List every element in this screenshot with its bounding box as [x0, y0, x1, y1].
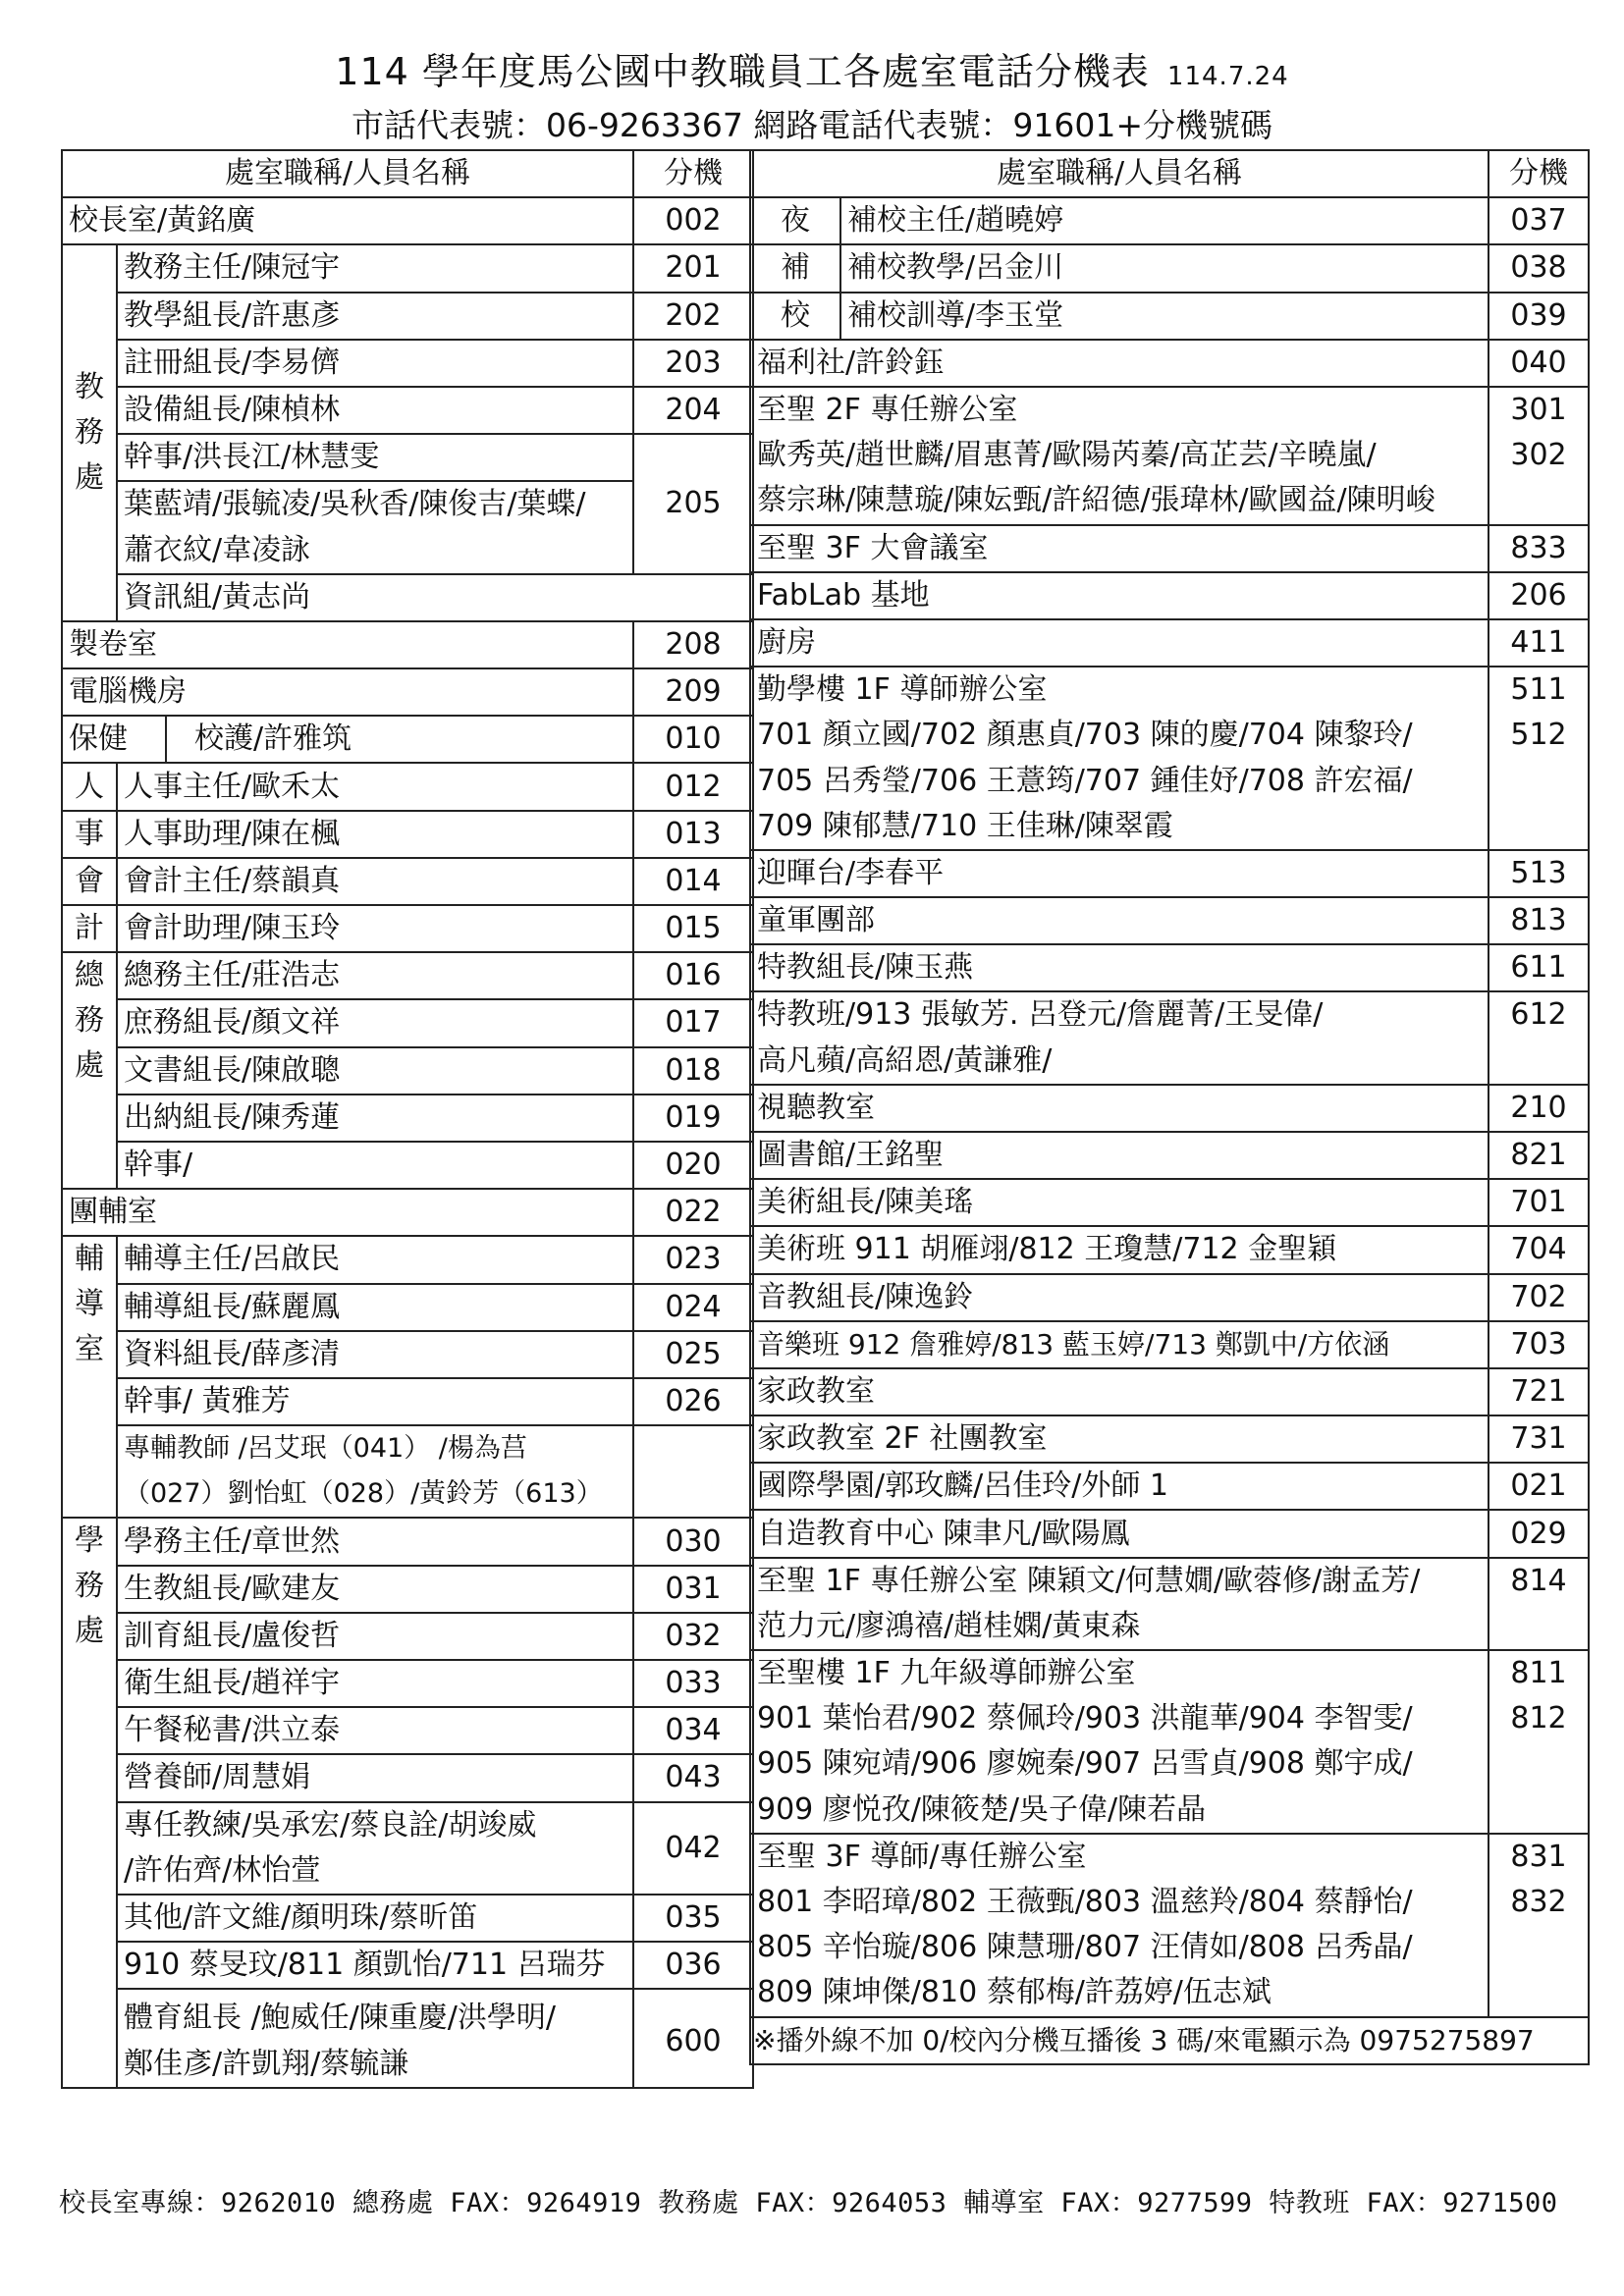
meeting-room-name: 至聖 3F 大會議室	[750, 525, 1489, 572]
column-header-name: 處室職稱/人員名稱	[750, 150, 1489, 197]
computer-room-name: 電腦機房	[62, 668, 633, 716]
staff-ext: 301	[1489, 387, 1589, 433]
table-row	[750, 340, 1589, 387]
table-row	[750, 293, 1589, 340]
table-row	[750, 897, 1589, 944]
table-row	[62, 668, 753, 716]
staff-ext: 025	[633, 1331, 753, 1378]
staff-name: 會計助理/陳玉玲	[117, 905, 633, 952]
table-row	[750, 572, 1589, 619]
table-row	[62, 1754, 753, 1801]
table-row	[750, 619, 1589, 667]
staff-ext: 018	[633, 1047, 753, 1095]
art-class-ext: 704	[1489, 1226, 1589, 1273]
staff-list-line: 范力元/廖鴻禧/趙桂嫻/黃東森	[750, 1604, 1489, 1650]
staff-ext: 600	[633, 1989, 753, 2087]
table-row	[62, 340, 753, 387]
self-edu-ext: 029	[1489, 1510, 1589, 1557]
print-room-ext: 208	[633, 621, 753, 668]
table-row	[750, 850, 1589, 897]
staff-ext	[633, 1425, 753, 1518]
table-row	[750, 1463, 1589, 1510]
staff-ext: 036	[633, 1942, 753, 1989]
staff-list-line: （027）劉怡虹（028）/黃鈴芳（613）	[117, 1471, 633, 1518]
staff-ext: 042	[633, 1802, 753, 1895]
staff-ext	[1489, 758, 1589, 803]
table-row	[62, 1047, 753, 1095]
staff-ext: 204	[633, 387, 753, 434]
document-date: 114.7.24	[1166, 62, 1289, 91]
table-row	[62, 716, 753, 763]
staff-list-line: 蕭衣紋/韋凌詠	[117, 528, 633, 574]
dept-label-accounting: 計	[62, 905, 117, 952]
table-row	[750, 1741, 1589, 1787]
principal-name: 校長室/黃銘廣	[62, 197, 633, 244]
table-row	[62, 1425, 753, 1471]
dept-label-accounting: 會	[62, 858, 117, 905]
table-row	[750, 1834, 1589, 1880]
staff-name: 會計主任/蔡韻真	[117, 858, 633, 905]
table-row	[62, 905, 753, 952]
dialing-note: ※播外線不加 0/校內分機互播後 3 碼/來電顯示為 0975275897	[750, 2017, 1589, 2064]
table-row	[62, 858, 753, 905]
dept-label-personnel: 事	[62, 811, 117, 858]
staff-list-line: 705 呂秀瑩/706 王薏筠/707 鍾佳妤/708 許宏福/	[750, 758, 1489, 803]
staff-list-line: 蔡宗琳/陳慧璇/陳妘甄/許紹德/張瑋林/歐國益/陳明峻	[750, 478, 1489, 524]
staff-ext: 024	[633, 1284, 753, 1331]
office-heading: 至聖 2F 專任辦公室	[750, 387, 1489, 433]
staff-ext: 020	[633, 1142, 753, 1189]
staff-ext: 201	[633, 244, 753, 292]
table-row	[750, 713, 1589, 758]
staff-ext	[1489, 478, 1589, 524]
phone-subtitle: 市話代表號：06-9263367 網路電話代表號：91601+分機號碼	[352, 106, 1272, 144]
table-header-row	[62, 150, 753, 197]
meeting-room-ext: 833	[1489, 525, 1589, 572]
staff-name: 教學組長/許惠彥	[117, 293, 633, 340]
table-row	[750, 1368, 1589, 1415]
staff-ext: 032	[633, 1613, 753, 1660]
staff-list-line: 高凡蘋/高紹恩/黃謙雅/	[750, 1039, 1489, 1085]
staff-ext: 033	[633, 1660, 753, 1707]
table-row	[62, 999, 753, 1046]
self-edu-name: 自造教育中心 陳聿凡/歐陽鳳	[750, 1510, 1489, 1557]
staff-name: 資料組長/薛彥清	[117, 1331, 633, 1378]
staff-ext: 302	[1489, 433, 1589, 478]
tutor-room-ext: 022	[633, 1189, 753, 1236]
table-row	[62, 1142, 753, 1189]
staff-name: 衛生組長/趙祥宇	[117, 1660, 633, 1707]
staff-list-line: 809 陳坤傑/810 蔡郁梅/許荔婷/伍志斌	[750, 1970, 1489, 2016]
table-row	[750, 387, 1589, 433]
scouts-name: 童軍團部	[750, 897, 1489, 944]
table-row	[750, 1226, 1589, 1273]
table-row	[750, 1039, 1589, 1085]
fablab-ext: 206	[1489, 572, 1589, 619]
staff-ext: 612	[1489, 991, 1589, 1038]
staff-ext	[1489, 804, 1589, 850]
staff-ext: 038	[1489, 244, 1589, 292]
staff-ext: 015	[633, 905, 753, 952]
staff-list-line: 905 陳宛靖/906 廖婉秦/907 呂雪貞/908 鄭宇成/	[750, 1741, 1489, 1787]
table-row	[62, 1989, 753, 2041]
print-room-name: 製卷室	[62, 621, 633, 668]
staff-ext: 814	[1489, 1558, 1589, 1604]
av-room-name: 視聽教室	[750, 1085, 1489, 1132]
staff-ext: 013	[633, 811, 753, 858]
table-row	[62, 1613, 753, 1660]
staff-ext: 031	[633, 1566, 753, 1613]
table-row	[750, 1510, 1589, 1557]
column-header-name: 處室職稱/人員名稱	[62, 150, 633, 197]
table-row	[750, 1558, 1589, 1604]
staff-ext	[1489, 1970, 1589, 2016]
staff-ext: 014	[633, 858, 753, 905]
office-heading: 至聖樓 1F 九年級導師辦公室	[750, 1650, 1489, 1696]
computer-room-ext: 209	[633, 668, 753, 716]
table-row	[62, 1236, 753, 1283]
yinghui-ext: 513	[1489, 850, 1589, 897]
table-row	[750, 944, 1589, 991]
table-row	[62, 434, 753, 481]
staff-name: 註冊組長/李易儕	[117, 340, 633, 387]
library-ext: 821	[1489, 1132, 1589, 1179]
table-row	[62, 1284, 753, 1331]
table-row	[750, 1415, 1589, 1463]
dept-label-night-school: 夜	[750, 197, 840, 244]
staff-name: 學務主任/章世然	[117, 1518, 633, 1565]
table-row	[750, 525, 1589, 572]
table-row	[62, 1095, 753, 1142]
staff-ext: 037	[1489, 197, 1589, 244]
table-row	[62, 293, 753, 340]
staff-name: 庶務組長/顏文祥	[117, 999, 633, 1046]
staff-name: 幹事/	[117, 1142, 633, 1189]
table-row	[750, 1274, 1589, 1321]
staff-name: 人事主任/歐禾太	[117, 763, 633, 810]
table-row	[750, 2017, 1589, 2064]
staff-ext: 203	[633, 340, 753, 387]
welfare-ext: 040	[1489, 340, 1589, 387]
table-row	[62, 1378, 753, 1425]
staff-ext	[1489, 1788, 1589, 1834]
table-row	[750, 1925, 1589, 1970]
table-row	[62, 952, 753, 999]
staff-name: 補校教學/呂金川	[840, 244, 1489, 292]
left-directory-table	[61, 149, 754, 2089]
table-row	[62, 1566, 753, 1613]
table-row	[750, 1696, 1589, 1741]
music-leader-name: 音教組長/陳逸鈴	[750, 1274, 1489, 1321]
table-row	[62, 763, 753, 810]
music-leader-ext: 702	[1489, 1274, 1589, 1321]
staff-name: 910 蔡旻玟/811 顏凱怡/711 呂瑞芬	[117, 1942, 633, 1989]
staff-ext: 019	[633, 1095, 753, 1142]
staff-name: 訓育組長/盧俊哲	[117, 1613, 633, 1660]
art-class-name: 美術班 911 胡雁翊/812 王瓊慧/712 金聖穎	[750, 1226, 1489, 1273]
table-row	[750, 1880, 1589, 1925]
kitchen-name: 廚房	[750, 619, 1489, 667]
staff-list-line: 葉藍靖/張毓凌/吳秋香/陳俊吉/葉蝶/	[117, 481, 633, 527]
staff-ext: 016	[633, 952, 753, 999]
table-row	[750, 1650, 1589, 1696]
table-row	[750, 1179, 1589, 1226]
table-row	[62, 1189, 753, 1236]
staff-ext: 511	[1489, 667, 1589, 713]
staff-ext: 026	[633, 1378, 753, 1425]
table-row	[62, 1331, 753, 1378]
table-row	[750, 804, 1589, 850]
table-row	[62, 387, 753, 434]
staff-list-line: 專任教練/吳承宏/蔡良詮/胡竣威	[117, 1802, 633, 1848]
staff-list-line: 特教班/913 張敏芳. 呂登元/詹麗菁/王旻偉/	[750, 991, 1489, 1038]
staff-ext	[1489, 1604, 1589, 1650]
table-row	[62, 621, 753, 668]
table-row	[750, 1604, 1589, 1650]
staff-list-line: 901 葉怡君/902 蔡佩玲/903 洪龍華/904 李智雯/	[750, 1696, 1489, 1741]
staff-ext: 039	[1489, 293, 1589, 340]
staff-ext: 035	[633, 1895, 753, 1942]
table-row	[62, 574, 753, 621]
dept-label-night-school: 補	[750, 244, 840, 292]
principal-ext: 002	[633, 197, 753, 244]
kitchen-ext: 411	[1489, 619, 1589, 667]
staff-list-line: 歐秀英/趙世麟/眉惠菁/歐陽芮蓁/高芷芸/辛曉嵐/	[750, 433, 1489, 478]
table-row	[62, 244, 753, 292]
music-class-name: 音樂班 912 詹雅婷/813 藍玉婷/713 鄭凱中/方依涵	[750, 1321, 1489, 1368]
staff-ext	[1489, 1925, 1589, 1970]
footer-fax-line: 校長室專線：9262010 總務處 FAX：9264919 教務處 FAX：9264053 輔導室 FAX：9277599 特教班 FAX：9271500	[59, 2188, 1558, 2218]
dept-label-health: 保健	[63, 717, 167, 762]
staff-list-line: 專輔教師 /呂艾珉（041） /楊為莒	[117, 1425, 633, 1471]
staff-list-line: 709 陳郁慧/710 王佳琳/陳翠霞	[750, 804, 1489, 850]
dept-label-academic: 教 務 處	[62, 244, 117, 621]
table-row	[750, 478, 1589, 524]
home-ec-name: 家政教室	[750, 1368, 1489, 1415]
staff-ext: 812	[1489, 1696, 1589, 1741]
staff-ext: 831	[1489, 1834, 1589, 1880]
welfare-name: 福利社/許鈴鈺	[750, 340, 1489, 387]
special-ed-name: 特教組長/陳玉燕	[750, 944, 1489, 991]
table-row	[750, 433, 1589, 478]
dept-label-student-affairs: 學 務 處	[62, 1518, 117, 2087]
table-row	[750, 197, 1589, 244]
staff-name: 設備組長/陳楨林	[117, 387, 633, 434]
art-leader-ext: 701	[1489, 1179, 1589, 1226]
table-row	[750, 244, 1589, 292]
art-leader-name: 美術組長/陳美瑤	[750, 1179, 1489, 1226]
staff-list-line: /許佑齊/林怡萱	[117, 1848, 633, 1895]
staff-ext	[1489, 1039, 1589, 1085]
staff-name: 總務主任/莊浩志	[117, 952, 633, 999]
table-row	[62, 1518, 753, 1565]
staff-name: 營養師/周慧娟	[117, 1754, 633, 1801]
fablab-name: FabLab 基地	[750, 572, 1489, 619]
column-header-ext: 分機	[633, 150, 753, 197]
table-row	[62, 197, 753, 244]
staff-list-line: 801 李昭璋/802 王薇甄/803 溫慈羚/804 蔡靜怡/	[750, 1880, 1489, 1925]
staff-name: 輔導主任/呂啟民	[117, 1236, 633, 1283]
staff-list-line: 701 顏立國/702 顏惠貞/703 陳的慶/704 陳黎玲/	[750, 713, 1489, 758]
office-heading: 至聖 3F 導師/專任辦公室	[750, 1834, 1489, 1880]
staff-ext: 811	[1489, 1650, 1589, 1696]
staff-name: 校護/許雅筑	[194, 721, 352, 757]
staff-ext	[1489, 1741, 1589, 1787]
special-ed-ext: 611	[1489, 944, 1589, 991]
staff-list-line: 鄭佳彥/許凱翔/蔡毓謙	[117, 2042, 633, 2088]
office-heading: 勤學樓 1F 導師辦公室	[750, 667, 1489, 713]
dept-label-counseling: 輔 導 室	[62, 1236, 117, 1518]
table-row	[750, 991, 1589, 1038]
staff-name: 午餐秘書/洪立泰	[117, 1707, 633, 1754]
staff-name: 輔導組長/蘇麗鳳	[117, 1284, 633, 1331]
tutor-room-name: 團輔室	[62, 1189, 633, 1236]
intl-name: 國際學園/郭玫麟/呂佳玲/外師 1	[750, 1463, 1489, 1510]
staff-ext: 512	[1489, 713, 1589, 758]
staff-name: 人事助理/陳在楓	[117, 811, 633, 858]
table-row	[62, 1660, 753, 1707]
staff-ext: 034	[633, 1707, 753, 1754]
table-row	[750, 1788, 1589, 1834]
staff-name: 文書組長/陳啟聰	[117, 1047, 633, 1095]
staff-name: 幹事/ 黃雅芳	[117, 1378, 633, 1425]
staff-ext: 030	[633, 1518, 753, 1565]
it-name: 資訊組/黃志尚	[117, 574, 753, 621]
av-room-ext: 210	[1489, 1085, 1589, 1132]
yinghui-name: 迎暉台/李春平	[750, 850, 1489, 897]
intl-ext: 021	[1489, 1463, 1589, 1510]
table-row	[62, 1802, 753, 1848]
staff-ext: 012	[633, 763, 753, 810]
page-title	[0, 41, 1624, 95]
staff-ext: 205	[633, 434, 753, 574]
scouts-ext: 813	[1489, 897, 1589, 944]
title-text: 114 學年度馬公國中教職員工各處室電話分機表	[335, 50, 1150, 93]
staff-list-line: 805 辛怡璇/806 陳慧珊/807 汪倩如/808 呂秀晶/	[750, 1925, 1489, 1970]
table-row	[62, 1895, 753, 1942]
table-row	[750, 1132, 1589, 1179]
staff-ext: 023	[633, 1236, 753, 1283]
staff-list-line: 至聖 1F 專任辦公室 陳穎文/何慧嫺/歐蓉修/謝孟芳/	[750, 1558, 1489, 1604]
music-class-ext: 703	[1489, 1321, 1589, 1368]
staff-name: 幹事/洪長江/林慧雯	[117, 434, 633, 481]
staff-name: 教務主任/陳冠宇	[117, 244, 633, 292]
staff-ext: 017	[633, 999, 753, 1046]
health-cell	[62, 716, 633, 763]
staff-name: 其他/許文維/顏明珠/蔡昕笛	[117, 1895, 633, 1942]
table-row	[750, 758, 1589, 803]
staff-ext: 010	[633, 716, 753, 763]
staff-name: 補校主任/趙曉婷	[840, 197, 1489, 244]
staff-list-line: 體育組長 /鮑威任/陳重慶/洪學明/	[117, 1989, 633, 2041]
home-ec-2f-ext: 731	[1489, 1415, 1589, 1463]
home-ec-2f-name: 家政教室 2F 社團教室	[750, 1415, 1489, 1463]
table-row	[750, 1321, 1589, 1368]
table-row	[750, 667, 1589, 713]
table-row	[62, 811, 753, 858]
table-row	[62, 1942, 753, 1989]
table-row	[62, 1707, 753, 1754]
column-header-ext: 分機	[1489, 150, 1589, 197]
staff-ext: 832	[1489, 1880, 1589, 1925]
staff-ext: 202	[633, 293, 753, 340]
staff-name: 生教組長/歐建友	[117, 1566, 633, 1613]
right-directory-table	[749, 149, 1590, 2065]
table-row	[750, 1085, 1589, 1132]
table-header-row	[750, 150, 1589, 197]
dept-label-personnel: 人	[62, 763, 117, 810]
staff-list-line: 909 廖悦孜/陳筱楚/吳子偉/陳若晶	[750, 1788, 1489, 1834]
home-ec-ext: 721	[1489, 1368, 1589, 1415]
table-row	[750, 1970, 1589, 2016]
staff-name: 出納組長/陳秀蓮	[117, 1095, 633, 1142]
library-name: 圖書館/王銘聖	[750, 1132, 1489, 1179]
staff-name: 補校訓導/李玉堂	[840, 293, 1489, 340]
dept-label-general: 總 務 處	[62, 952, 117, 1189]
dept-label-night-school: 校	[750, 293, 840, 340]
staff-ext: 043	[633, 1754, 753, 1801]
